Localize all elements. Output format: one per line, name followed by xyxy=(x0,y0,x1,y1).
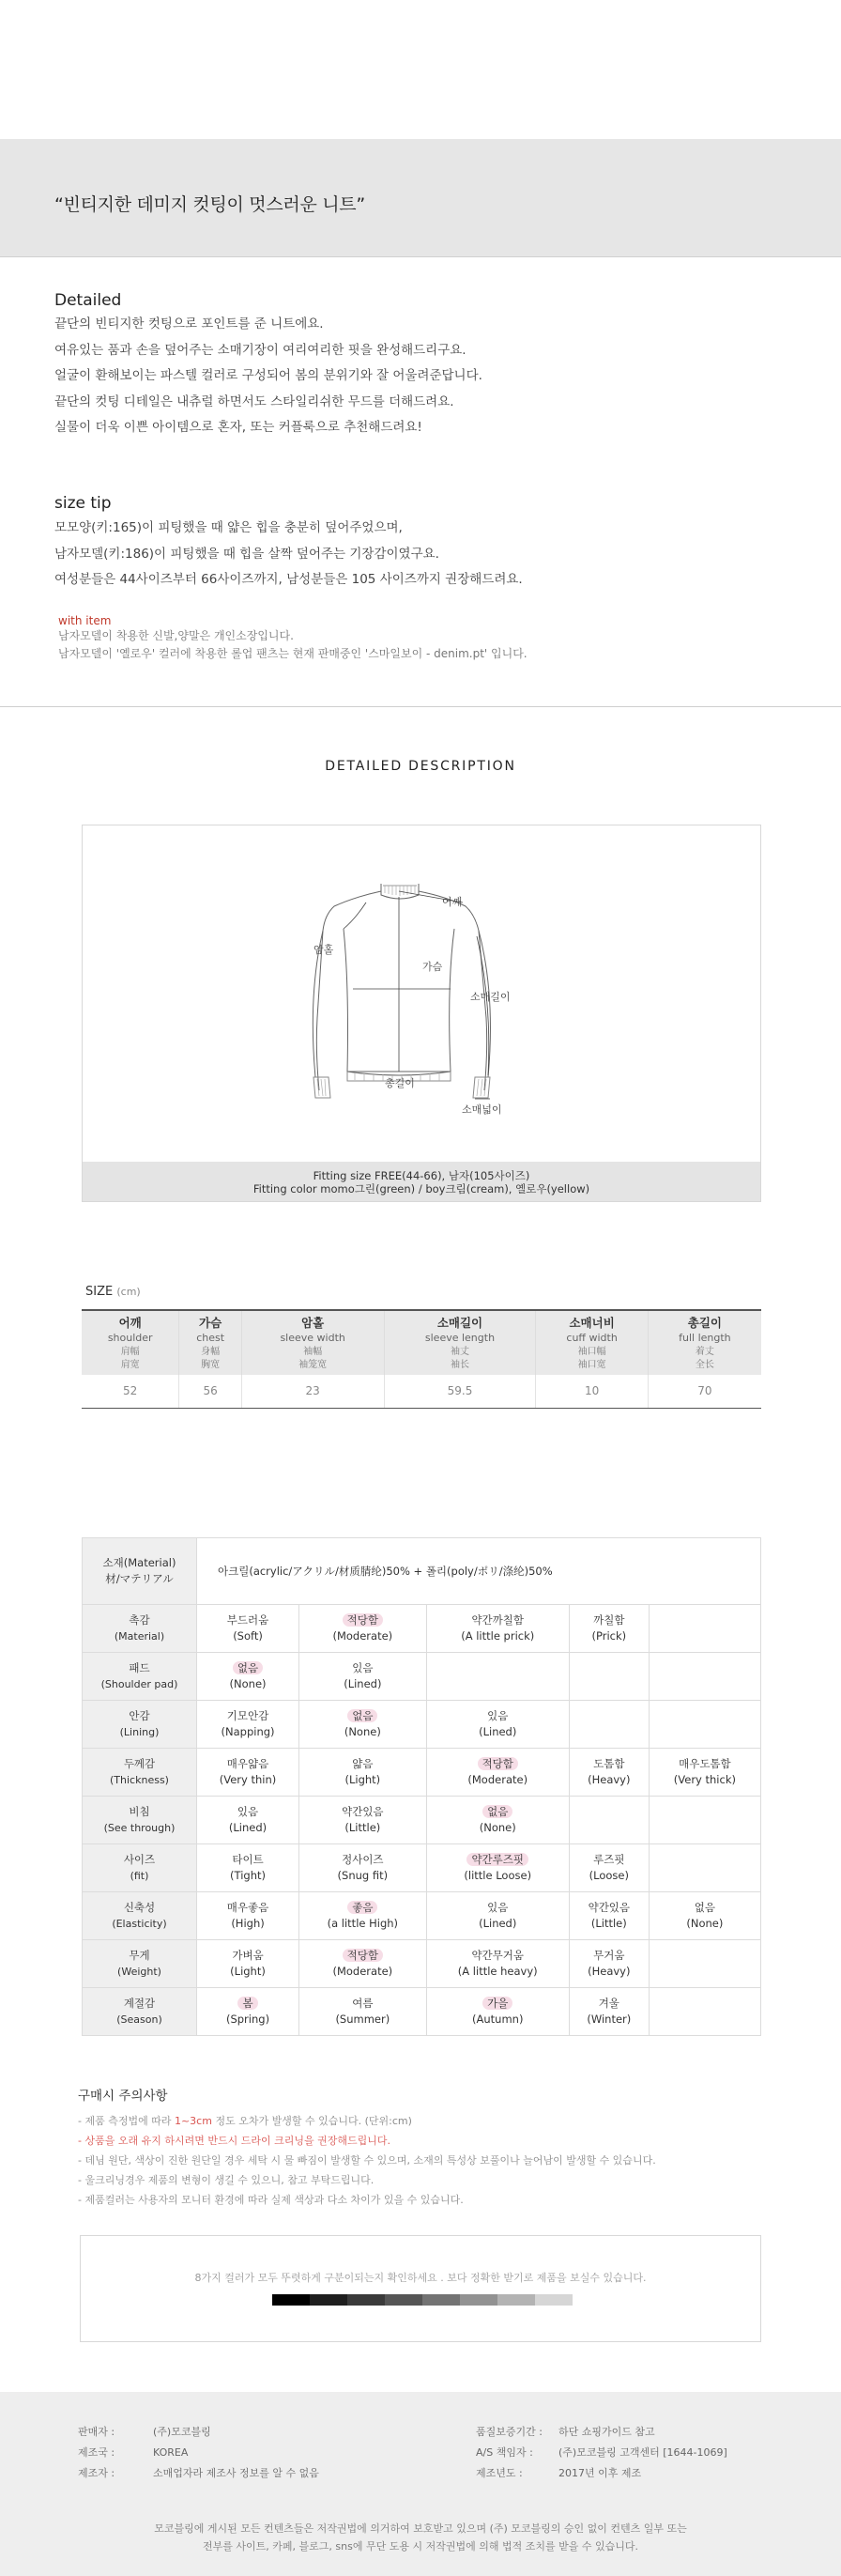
header-ja: 身幅 xyxy=(201,1347,221,1357)
label-cuff-width: 소매넓이 xyxy=(462,1103,502,1116)
option-en: (Lined) xyxy=(479,1917,517,1930)
attribute-option-cell xyxy=(197,1701,299,1749)
header-en: sleeve length xyxy=(424,1332,496,1344)
size-unit: (cm) xyxy=(116,1286,141,1298)
option-en: (Heavy) xyxy=(588,1965,631,1978)
option-en: (Tight) xyxy=(230,1869,266,1882)
attribute-en: (Thickness) xyxy=(110,1774,169,1786)
header-ko: 소매너비 xyxy=(569,1316,615,1330)
option-ko: 겨울 xyxy=(598,1997,619,2010)
footer-info-row xyxy=(476,2463,727,2484)
option-en: (a little High) xyxy=(327,1917,399,1930)
attribute-option-cell xyxy=(299,1797,427,1844)
footer-right xyxy=(476,2422,727,2484)
option-ko: 타이트 xyxy=(232,1853,264,1866)
header-ja: 袖幅 xyxy=(303,1347,323,1357)
attribute-option-cell xyxy=(299,1749,427,1797)
notice-line1-post: 정도 오차가 발생할 수 있습니다. (단위:cm) xyxy=(211,2115,412,2127)
header-ja: 着丈 xyxy=(695,1347,714,1357)
sweater-sketch xyxy=(83,825,760,1162)
size-header-cell xyxy=(384,1310,536,1375)
option-ko: 좋음 xyxy=(347,1901,377,1914)
option-en: (Light) xyxy=(230,1965,266,1978)
notice-line: - 울크리닝경우 제품의 변형이 생길 수 있으니, 참고 부탁드립니다. xyxy=(78,2174,375,2186)
option-en: (Heavy) xyxy=(588,1773,631,1786)
option-ko: 봄 xyxy=(237,1997,257,2010)
option-en: (A little heavy) xyxy=(457,1965,538,1978)
copyright-line: 전부를 사이트, 카페, 블로그, sns에 무단 도용 시 저작권법에 의해 법적 조치를 받을 수 있습니다. xyxy=(203,2540,638,2553)
size-table xyxy=(82,1309,761,1409)
detailed-line: 얼굴이 환해보이는 파스텔 컬러로 구성되어 봄의 분위기와 잘 어울려준답니다. xyxy=(54,368,482,383)
attribute-option-cell xyxy=(569,1988,649,2036)
attribute-option-cell xyxy=(649,1653,760,1701)
header-zh: 胸宽 xyxy=(201,1360,221,1370)
footer-info-row xyxy=(78,2463,319,2484)
attribute-header-cell xyxy=(83,1940,197,1988)
header-ja: 肩幅 xyxy=(120,1347,140,1357)
option-en: (Little) xyxy=(590,1917,627,1930)
label-chest: 가슴 xyxy=(422,961,443,973)
gray-swatch xyxy=(422,2294,460,2306)
material-row xyxy=(83,1653,761,1701)
size-label-text: SIZE xyxy=(85,1285,114,1299)
option-en: (None) xyxy=(479,1821,516,1834)
attribute-option-cell xyxy=(649,1844,760,1892)
attribute-header-cell xyxy=(83,1892,197,1940)
size-header-cell xyxy=(82,1310,179,1375)
attribute-en: (Elasticity) xyxy=(112,1918,167,1930)
label-sleeve-length: 소매길이 xyxy=(470,991,511,1003)
option-ko: 없음 xyxy=(694,1901,715,1914)
option-en: (Napping) xyxy=(221,1725,275,1738)
attribute-en: (Weight) xyxy=(117,1966,161,1978)
attribute-option-cell xyxy=(569,1844,649,1892)
detailed-line: 여유있는 품과 손을 덮어주는 소매기장이 여리여리한 핏을 완성해드리구요. xyxy=(54,342,466,358)
size-tip-heading: size tip xyxy=(54,494,112,513)
footer-info-row xyxy=(476,2422,727,2443)
size-header-cell xyxy=(179,1310,241,1375)
copyright-line: 모코블링에 게시된 모든 컨텐츠들은 저작권법에 의거하여 보호받고 있으며 (주) 모코블링의 승인 없이 컨텐츠 일부 또는 xyxy=(154,2522,687,2535)
option-en: (Moderate) xyxy=(467,1773,528,1786)
option-en: (Summer) xyxy=(335,2013,390,2026)
attribute-option-cell xyxy=(569,1653,649,1701)
option-en: (Autumn) xyxy=(472,2013,524,2026)
attribute-option-cell xyxy=(649,1940,760,1988)
header-en: sleeve width xyxy=(280,1332,345,1344)
fitting-color: Fitting color momo그린(green) / boy크림(cream), 옐로우(yellow) xyxy=(252,1182,590,1195)
attribute-option-cell xyxy=(649,1605,760,1653)
footer-left xyxy=(78,2422,319,2484)
header-ko: 어깨 xyxy=(118,1316,142,1330)
attribute-en: (fit) xyxy=(130,1870,149,1882)
footer-key: 판매자 : xyxy=(78,2426,115,2438)
option-en: (None) xyxy=(344,1725,381,1738)
gray-swatch xyxy=(460,2294,497,2306)
purchase-notice xyxy=(78,2085,656,2210)
attribute-option-cell xyxy=(426,1844,569,1892)
option-en: (Lined) xyxy=(228,1821,268,1834)
option-ko: 없음 xyxy=(233,1661,263,1674)
attribute-option-cell xyxy=(426,1653,569,1701)
attribute-en: (See through) xyxy=(103,1822,176,1834)
attribute-header-cell xyxy=(83,1605,197,1653)
header-ja: 袖丈 xyxy=(450,1347,469,1357)
option-en: (little Loose) xyxy=(464,1869,532,1882)
material-row xyxy=(83,1701,761,1749)
notice-line xyxy=(78,2111,656,2131)
option-en: (Loose) xyxy=(589,1869,629,1882)
attribute-option-cell xyxy=(569,1892,649,1940)
attribute-option-cell xyxy=(197,1988,299,2036)
gray-swatch xyxy=(385,2294,422,2306)
notice-line: - 상품을 오래 유지 하시려면 반드시 드라이 크리닝을 권장해드립니다. xyxy=(78,2135,390,2147)
color-check-box xyxy=(80,2235,761,2342)
footer-key: 품질보증기간 : xyxy=(476,2426,543,2438)
option-en: (Snug fit) xyxy=(337,1869,389,1882)
section-divider xyxy=(0,706,841,707)
product-headline: “빈티지한 데미지 컷팅이 멋스러운 니트” xyxy=(54,194,365,215)
attribute-option-cell xyxy=(426,1892,569,1940)
with-item-line: 남자모델이 착용한 신발,양말은 개인소장입니다. xyxy=(58,629,294,642)
with-item-label: with item xyxy=(58,614,112,627)
attribute-header-cell xyxy=(83,1701,197,1749)
option-ko: 없음 xyxy=(347,1709,377,1722)
option-en: (Soft) xyxy=(233,1629,263,1643)
option-ko: 있음 xyxy=(487,1709,509,1722)
attribute-en: (Lining) xyxy=(119,1726,160,1738)
attribute-ko: 무게 xyxy=(129,1949,150,1962)
attribute-option-cell xyxy=(197,1940,299,1988)
option-ko: 도톰함 xyxy=(593,1757,625,1770)
detailed-text xyxy=(54,312,787,441)
attribute-option-cell xyxy=(569,1749,649,1797)
footer-value: 하단 쇼핑가이드 참고 xyxy=(558,2426,655,2438)
option-ko: 매우도톰함 xyxy=(679,1757,731,1770)
option-en: (High) xyxy=(231,1917,265,1930)
label-total-length: 총길이 xyxy=(385,1077,415,1089)
header-en: cuff width xyxy=(566,1332,618,1344)
option-ko: 얇음 xyxy=(352,1757,374,1770)
gray-swatch xyxy=(272,2294,310,2306)
grayscale-strip xyxy=(272,2294,573,2306)
attribute-option-cell xyxy=(197,1844,299,1892)
option-ko: 약간있음 xyxy=(588,1901,631,1914)
option-en: (Little) xyxy=(344,1821,381,1834)
option-en: (A little prick) xyxy=(461,1629,535,1643)
gray-swatch xyxy=(497,2294,535,2306)
attribute-option-cell xyxy=(299,1605,427,1653)
gray-swatch xyxy=(310,2294,347,2306)
option-en: (Lined) xyxy=(479,1725,517,1738)
option-en: (Prick) xyxy=(591,1629,627,1643)
material-row xyxy=(83,1940,761,1988)
attribute-ko: 패드 xyxy=(129,1661,150,1674)
label-armhole: 암홀 xyxy=(313,944,334,956)
attribute-option-cell xyxy=(197,1749,299,1797)
option-ko: 정사이즈 xyxy=(342,1853,384,1866)
footer-value: (주)모코블링 xyxy=(153,2426,211,2438)
footer xyxy=(0,2392,841,2576)
footer-key: 제조국 : xyxy=(78,2446,115,2459)
with-item-line: 남자모델이 '옐로우' 컬러에 착용한 롤업 팬츠는 현재 판매중인 '스마일보이 - denim.pt' 입니다. xyxy=(58,647,528,660)
attribute-ko: 계절감 xyxy=(123,1997,156,2010)
option-ko: 약간루즈핏 xyxy=(466,1853,528,1866)
attribute-option-cell xyxy=(426,1749,569,1797)
attribute-option-cell xyxy=(649,1701,760,1749)
option-ko: 적당함 xyxy=(343,1949,383,1962)
option-ko: 여름 xyxy=(352,1997,374,2010)
option-ko: 있음 xyxy=(487,1901,509,1914)
option-en: (Very thick) xyxy=(673,1773,736,1786)
attribute-option-cell xyxy=(649,1797,760,1844)
footer-value: KOREA xyxy=(153,2446,189,2459)
material-header-cell xyxy=(83,1538,197,1605)
header-zh: 袖口宽 xyxy=(577,1360,606,1370)
attribute-option-cell xyxy=(197,1605,299,1653)
fitting-info xyxy=(83,1162,760,1201)
size-value-cell: 23 xyxy=(241,1375,384,1408)
attribute-option-cell xyxy=(426,1940,569,1988)
size-table-value-row xyxy=(82,1375,761,1408)
attribute-header-cell xyxy=(83,1988,197,2036)
detailed-line: 실물이 더욱 이쁜 아이템으로 혼자, 또는 커플룩으로 추천해드려요! xyxy=(54,420,422,435)
attribute-option-cell xyxy=(569,1605,649,1653)
notice-line1-pre: - 제품 측정법에 따라 xyxy=(78,2115,175,2127)
footer-info-row xyxy=(78,2422,319,2443)
option-en: (Very thin) xyxy=(219,1773,277,1786)
material-label-2: 材/マテリアル xyxy=(105,1572,174,1585)
header-zh: 肩宽 xyxy=(120,1360,140,1370)
notice-line: - 제품컬러는 사용자의 모니터 환경에 따라 실제 색상과 다소 차이가 있을 수 있습니다. xyxy=(78,2194,464,2206)
size-tip-line: 모모양(키:165)이 피팅했을 때 얇은 힙을 충분히 덮어주었으며, xyxy=(54,520,403,535)
attribute-ko: 비침 xyxy=(129,1805,150,1818)
notice-line1-red: 1~3cm xyxy=(174,2115,212,2127)
footer-copyright xyxy=(0,2520,841,2555)
attribute-option-cell xyxy=(426,1701,569,1749)
material-row xyxy=(83,1605,761,1653)
footer-key: 제조년도 : xyxy=(476,2467,523,2479)
attribute-option-cell xyxy=(299,1988,427,2036)
attribute-ko: 사이즈 xyxy=(123,1853,156,1866)
option-ko: 기모안감 xyxy=(226,1709,269,1722)
header-ko: 가슴 xyxy=(199,1316,222,1330)
with-item-note xyxy=(58,614,528,663)
option-en: (Moderate) xyxy=(332,1629,393,1643)
attribute-ko: 신축성 xyxy=(123,1901,156,1914)
attribute-option-cell xyxy=(197,1653,299,1701)
label-shoulder: 어깨 xyxy=(442,896,463,908)
attribute-ko: 안감 xyxy=(129,1709,150,1722)
headline-band xyxy=(0,139,841,257)
option-en: (None) xyxy=(229,1677,267,1690)
material-row xyxy=(83,1797,761,1844)
measurement-diagram xyxy=(82,825,761,1202)
material-row xyxy=(83,1749,761,1797)
header-ko: 암홀 xyxy=(301,1316,325,1330)
attribute-option-cell xyxy=(299,1844,427,1892)
option-en: (Spring) xyxy=(225,2013,270,2026)
attribute-option-cell xyxy=(426,1605,569,1653)
attribute-option-cell xyxy=(569,1701,649,1749)
attribute-en: (Season) xyxy=(116,2013,162,2026)
attribute-option-cell xyxy=(649,1892,760,1940)
size-header-cell xyxy=(536,1310,648,1375)
option-ko: 없음 xyxy=(482,1805,512,1818)
option-en: (Winter) xyxy=(587,2013,632,2026)
attribute-option-cell xyxy=(649,1749,760,1797)
attribute-en: (Shoulder pad) xyxy=(100,1678,178,1690)
size-value-cell: 59.5 xyxy=(384,1375,536,1408)
footer-value: 소매업자라 제조사 정보를 알 수 없음 xyxy=(153,2467,319,2479)
attribute-option-cell xyxy=(299,1892,427,1940)
size-tip-line: 여성분들은 44사이즈부터 66사이즈까지, 남성분들은 105 사이즈까지 권장해드려요. xyxy=(54,572,523,587)
option-ko: 매우얇음 xyxy=(226,1757,269,1770)
option-ko: 매우좋음 xyxy=(226,1901,269,1914)
attribute-en: (Material) xyxy=(114,1630,165,1643)
attribute-header-cell xyxy=(83,1653,197,1701)
option-en: (None) xyxy=(686,1917,724,1930)
header-en: full length xyxy=(679,1332,731,1344)
attribute-header-cell xyxy=(83,1844,197,1892)
gray-swatch xyxy=(535,2294,573,2306)
option-ko: 가을 xyxy=(482,1997,512,2010)
size-table-label xyxy=(85,1285,141,1299)
option-ko: 약간있음 xyxy=(342,1805,384,1818)
header-en: shoulder xyxy=(107,1332,153,1344)
material-row xyxy=(83,1988,761,2036)
fitting-size: Fitting size FREE(44-66), 남자(105사이즈) xyxy=(313,1169,530,1182)
attribute-option-cell xyxy=(649,1988,760,2036)
attribute-option-cell xyxy=(569,1797,649,1844)
material-table xyxy=(82,1537,761,2036)
detailed-line: 끝단의 빈티지한 컷팅으로 포인트를 준 니트에요. xyxy=(54,316,324,332)
footer-key: 제조자 : xyxy=(78,2467,115,2479)
header-en: chest xyxy=(196,1332,225,1344)
detailed-description-title: DETAILED DESCRIPTION xyxy=(325,759,516,774)
option-en: (Lined) xyxy=(344,1677,382,1690)
size-value-cell: 52 xyxy=(82,1375,179,1408)
footer-info-row xyxy=(78,2443,319,2463)
option-ko: 루즈핏 xyxy=(593,1853,625,1866)
material-label-1: 소재(Material) xyxy=(102,1556,176,1569)
option-ko: 가벼움 xyxy=(232,1949,264,1962)
header-zh: 全长 xyxy=(695,1360,714,1370)
option-ko: 약간무거움 xyxy=(471,1949,524,1962)
footer-value: 2017년 이후 제조 xyxy=(558,2467,642,2479)
notice-line: - 데님 원단, 색상이 진한 원단일 경우 세탁 시 물 빠짐이 발생할 수 있으며, 소재의 특성상 보풀이나 늘어남이 발생할 수 있습니다. xyxy=(78,2154,656,2167)
attribute-ko: 촉감 xyxy=(129,1613,150,1627)
option-ko: 부드러움 xyxy=(226,1613,269,1627)
material-row xyxy=(83,1892,761,1940)
size-value-cell: 10 xyxy=(536,1375,648,1408)
gray-swatch xyxy=(347,2294,385,2306)
attribute-option-cell xyxy=(426,1988,569,2036)
footer-value: (주)모코블링 고객센터 [1644-1069] xyxy=(558,2446,727,2459)
option-ko: 적당함 xyxy=(343,1613,383,1627)
detailed-line: 끝단의 컷팅 디테일은 내츄럴 하면서도 스타일리쉬한 무드를 더해드려요. xyxy=(54,393,454,409)
option-ko: 있음 xyxy=(352,1661,374,1674)
material-row xyxy=(83,1538,761,1605)
header-ko: 소매길이 xyxy=(436,1316,483,1330)
size-table-header-row xyxy=(82,1310,761,1375)
material-value: 아크릴(acrylic/アクリル/材质腈纶)50% + 폴리(poly/ポリ/涤纶)50% xyxy=(197,1538,761,1605)
material-row xyxy=(83,1844,761,1892)
footer-info-row xyxy=(476,2443,727,2463)
attribute-option-cell xyxy=(426,1797,569,1844)
size-value-cell: 56 xyxy=(179,1375,241,1408)
attribute-header-cell xyxy=(83,1797,197,1844)
option-en: (Light) xyxy=(344,1773,381,1786)
header-zh: 袖长 xyxy=(450,1360,469,1370)
attribute-ko: 두께감 xyxy=(123,1757,156,1770)
header-zh: 袖笼宽 xyxy=(298,1360,328,1370)
option-ko: 약간까칠함 xyxy=(471,1613,524,1627)
attribute-header-cell xyxy=(83,1749,197,1797)
footer-key: A/S 책임자 : xyxy=(476,2446,533,2459)
attribute-option-cell xyxy=(299,1701,427,1749)
size-tip-line: 남자모델(키:186)이 피팅했을 때 힙을 살짝 덮어주는 기장감이였구요. xyxy=(54,546,439,562)
option-ko: 까칠함 xyxy=(593,1613,625,1627)
size-value-cell: 70 xyxy=(648,1375,761,1408)
option-ko: 무거움 xyxy=(593,1949,625,1962)
notice-heading: 구매시 주의사항 xyxy=(78,2089,168,2104)
option-ko: 적당함 xyxy=(478,1757,518,1770)
header-ko: 총길이 xyxy=(687,1316,723,1330)
detailed-heading: Detailed xyxy=(54,291,122,310)
attribute-option-cell xyxy=(299,1653,427,1701)
size-header-cell xyxy=(648,1310,761,1375)
attribute-option-cell xyxy=(299,1940,427,1988)
attribute-option-cell xyxy=(197,1892,299,1940)
color-check-message: 8가지 컬러가 모두 뚜렷하게 구분이되는지 확인하세요 . 보다 정확한 받기로 제품을 보실수 있습니다. xyxy=(194,2272,647,2284)
attribute-option-cell xyxy=(569,1940,649,1988)
header-ja: 袖口幅 xyxy=(577,1347,606,1357)
size-header-cell xyxy=(241,1310,384,1375)
size-tip-text xyxy=(54,516,787,594)
option-ko: 있음 xyxy=(237,1805,259,1818)
attribute-option-cell xyxy=(197,1797,299,1844)
option-en: (Moderate) xyxy=(332,1965,393,1978)
